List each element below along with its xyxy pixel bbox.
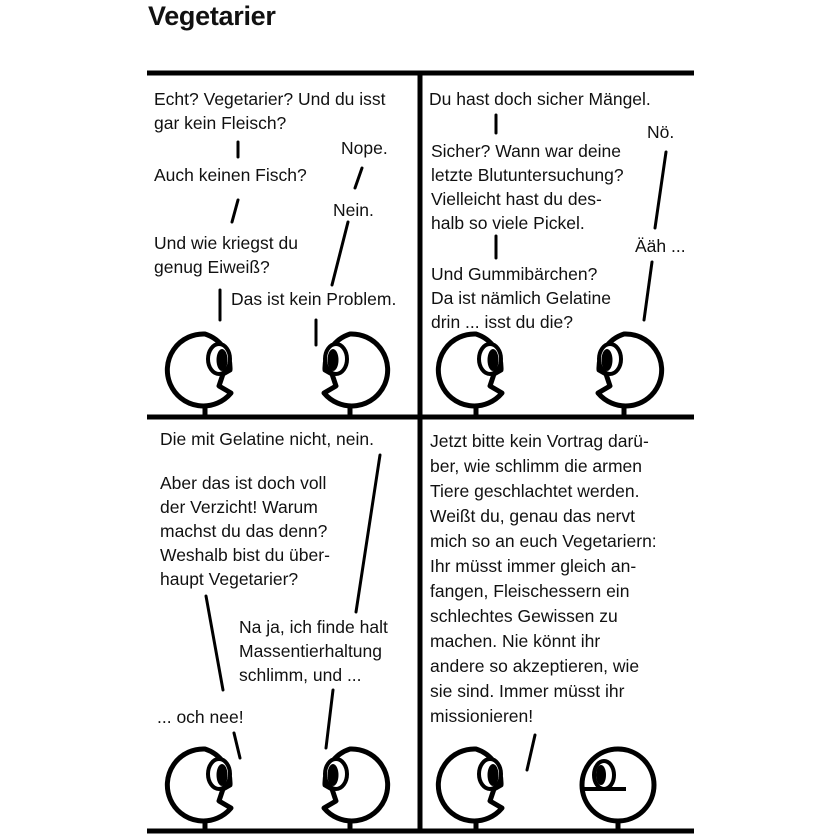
panel3-line-4: ... och nee!	[157, 707, 244, 727]
panel1-line-5: Und wie kriegst du genug Eiweiß?	[154, 233, 298, 277]
panel3-line-2: Aber das ist doch voll der Verzicht! Warum machst du das denn? Weshalb bist du über- haupt Vegetarier?	[160, 473, 330, 589]
panel3-line-3: Na ja, ich finde halt Massentierhaltung schlimm, und ...	[239, 617, 388, 685]
panel1-line-2: Nope.	[341, 138, 388, 158]
panel4-line-1: Jetzt bitte kein Vortrag darü- ber, wie schlimm die armen Tiere geschlachtet werden. Weißt du, genau das nervt mich so an euch Vegetariern: Ihr müsst immer gleich an- fangen, Fleischessern ein schlechtes Gewissen zu machen. Nie könnt ihr andere so akzeptieren, wie sie sind. Immer müsst ihr missionieren!	[430, 431, 657, 726]
panel1-line-4: Nein.	[333, 200, 374, 220]
panel2-line-4: Ääh ...	[635, 236, 686, 256]
panel2-line-1: Du hast doch sicher Mängel.	[429, 89, 651, 109]
panel2-line-3: Sicher? Wann war deine letzte Blutuntersuchung? Vielleicht hast du des- halb so viele Pickel.	[431, 141, 624, 233]
panel1-line-6: Das ist kein Problem.	[231, 289, 397, 309]
panel3-line-1: Die mit Gelatine nicht, nein.	[160, 429, 374, 449]
panel2-line-2: Nö.	[647, 122, 675, 142]
comic-title: Vegetarier	[148, 1, 276, 31]
panel2-line-5: Und Gummibärchen? Da ist nämlich Gelatine drin ... isst du die?	[431, 264, 611, 332]
panel1-line-3: Auch keinen Fisch?	[154, 165, 307, 185]
panel1-line-1: Echt? Vegetarier? Und du isst gar kein Fleisch?	[154, 89, 386, 133]
